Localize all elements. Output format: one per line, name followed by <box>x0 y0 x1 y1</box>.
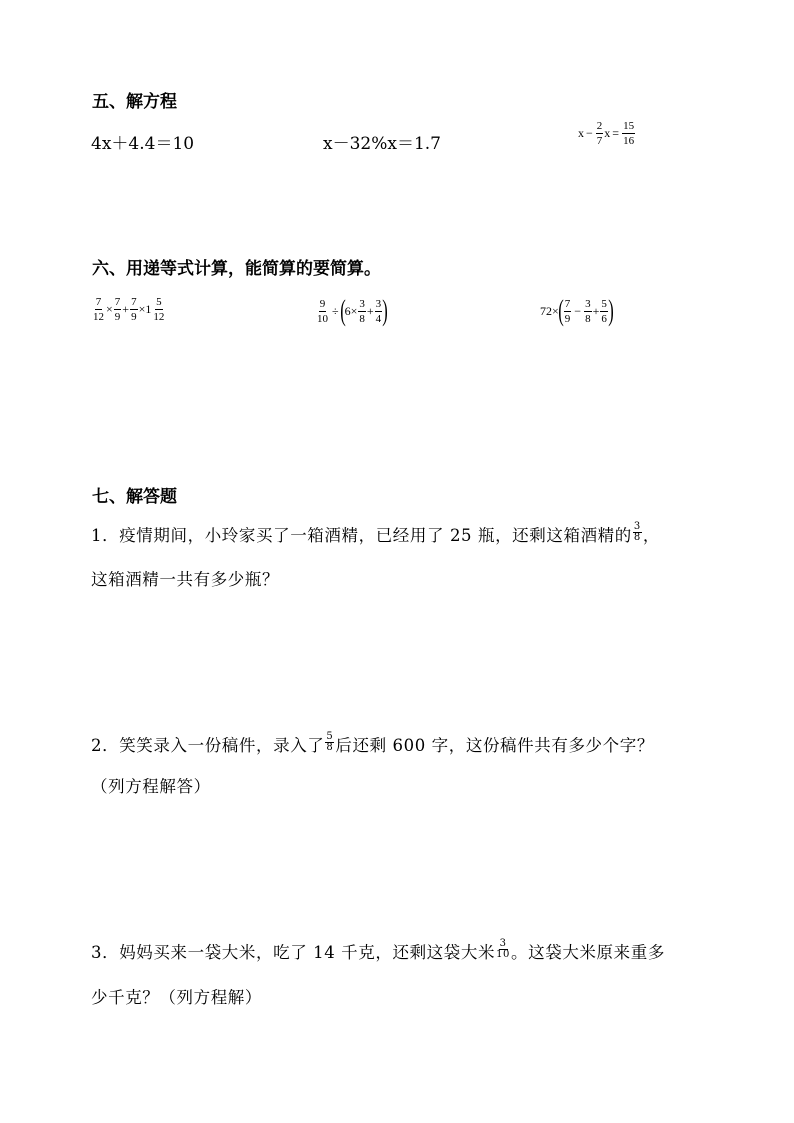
section-six-title: 六、用递等式计算，能简算的要简算。 <box>92 259 381 279</box>
expression-3 <box>540 296 613 326</box>
q3-text-b: 。这袋大米原来重多 <box>511 943 665 962</box>
question-3-line-1 <box>91 939 665 964</box>
eq3-var-x2: x <box>604 126 611 140</box>
ex3-right-paren: ) <box>608 294 614 327</box>
ex3-times: × <box>552 303 559 318</box>
eq3-equals: = <box>612 126 620 140</box>
expression-1 <box>91 296 166 323</box>
ex3-frac-a: $\frac{7}{9}$ <box>564 297 571 325</box>
ex1-frac-a: $\frac{7}{12}$ <box>93 296 104 323</box>
ex3-left-paren: ( <box>558 294 564 327</box>
question-2-line-1 <box>91 732 654 757</box>
ex1-frac-c: $\frac{7}{9}$ <box>131 296 137 323</box>
q3-text-a: 3．妈妈买来一袋大米，吃了 14 千克，还剩这袋大米 <box>91 943 496 962</box>
equation-1: 4x＋4.4＝10 <box>91 134 195 154</box>
q2-text-a: 2．笑笑录入一份稿件，录入了 <box>91 736 325 755</box>
ex1-frac-b: $\frac{7}{9}$ <box>114 296 121 323</box>
ex3-plus: + <box>592 303 600 318</box>
ex1-plus: + <box>122 302 130 316</box>
q1-fraction: $\frac{3}{8}$ <box>633 521 641 543</box>
ex1-frac-d: $\frac{5}{12}$ <box>153 296 165 323</box>
q1-tail: ， <box>642 526 660 545</box>
q2-text-b: 后还剩 600 字，这份稿件共有多少个字？ <box>335 736 654 755</box>
ex2-divide: ÷ <box>332 303 339 318</box>
equation-2: x－32%x＝1.7 <box>323 134 441 154</box>
eq3-fraction-fifteen-sixteenths: $\frac{15}{16}$ <box>623 120 635 147</box>
eq3-var-x: x <box>578 126 584 140</box>
q2-fraction: $\frac{5}{8}$ <box>326 731 334 753</box>
eq3-minus: − <box>586 126 593 140</box>
section-seven-title: 七、解答题 <box>92 487 177 507</box>
section-five-title: 五、解方程 <box>92 92 177 112</box>
ex3-minus: − <box>574 303 582 318</box>
ex2-frac-a: $\frac{9}{10}$ <box>317 297 328 325</box>
ex1-times-2: × <box>138 302 146 316</box>
ex2-frac-b: $\frac{3}{8}$ <box>359 297 365 325</box>
eq3-fraction-two-sevenths: $\frac{2}{7}$ <box>596 120 603 147</box>
ex2-times: × <box>350 303 358 318</box>
ex1-times-1: × <box>106 302 113 316</box>
ex2-six: 6 <box>344 303 351 318</box>
ex3-frac-b: $\frac{3}{8}$ <box>585 297 591 325</box>
question-2-line-2: （列方程解答） <box>91 777 211 796</box>
question-1-line-1 <box>91 522 660 547</box>
ex2-frac-c: $\frac{3}{4}$ <box>375 297 382 325</box>
expression-2 <box>315 296 387 326</box>
ex1-whole: 1 <box>145 302 152 316</box>
ex2-right-paren: ) <box>382 294 388 327</box>
ex2-plus: + <box>366 303 374 318</box>
ex3-seventy-two: 72 <box>540 303 552 318</box>
ex3-frac-c: $\frac{5}{6}$ <box>601 297 607 325</box>
q1-text: 1．疫情期间，小玲家买了一箱酒精，已经用了 25 瓶，还剩这箱酒精的 <box>91 526 632 545</box>
question-1-line-2: 这箱酒精一共有多少瓶？ <box>91 570 280 589</box>
equation-3 <box>578 120 636 147</box>
question-3-line-2: 少千克？（列方程解） <box>91 988 262 1007</box>
q3-fraction: $\frac{3}{10}$ <box>496 938 511 960</box>
ex2-left-paren: ( <box>339 294 346 327</box>
